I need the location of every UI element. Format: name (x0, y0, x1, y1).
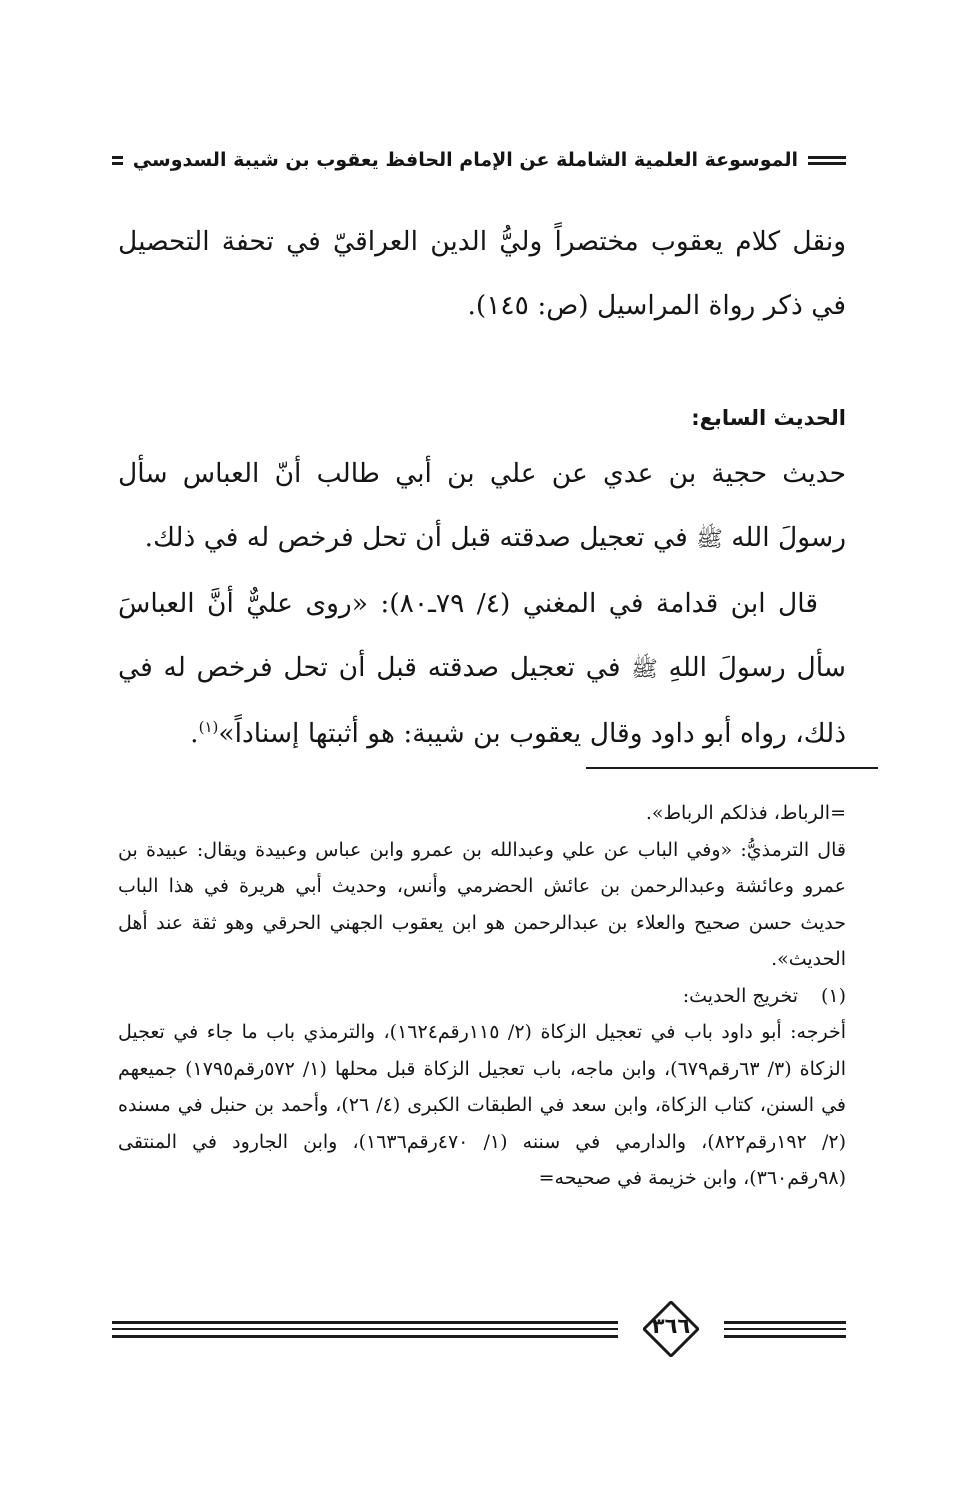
quote-paragraph (118, 572, 846, 766)
footnote-1-heading (118, 978, 846, 1015)
footer-rail-right (724, 1321, 846, 1338)
page-number: ٣٦٦ (651, 1314, 691, 1338)
header-title: الموسوعة العلمية الشاملة عن الإمام الحافظ يعقوب بن شيبة السدوسي (132, 149, 798, 171)
footnote-1-number: (١) (820, 984, 846, 1007)
footer-rail-left (112, 1321, 618, 1338)
intro-line-2: رواة المراسيل (ص: ١٤٥). (467, 290, 756, 321)
quote-line-3: يعقوب بن شيبة: هو أثبتها إسناداً» (218, 718, 582, 749)
footnote-reference[interactable]: (١) (198, 718, 219, 737)
page-footer-ornament (112, 1298, 846, 1362)
hadith-tail: في تعجيل صدقته قبل أن تحل فرخص له في ذلك. (144, 522, 688, 553)
footnote-separator (586, 767, 878, 769)
running-header (112, 142, 846, 178)
main-text (118, 210, 846, 766)
intro-line-1: ونقل كلام يعقوب مختصراً وليُّ الدين العراقيّ في تحفة التحصيل في ذكر (118, 226, 846, 321)
header-rule-long (112, 156, 123, 165)
footnote-1-label: تخريج الحديث: (682, 984, 798, 1007)
honorific-glyph: ﷺ (696, 527, 723, 552)
header-rule-short (808, 156, 846, 165)
quote-honorific-glyph: ﷺ (631, 657, 658, 682)
footnote-1-text: أخرجه: أبو داود باب في تعجيل الزكاة (٢/ ١١٥رقم١٦٢٤)، والترمذي باب ما جاء في تعجيل الزكاة (٣/ ٦٣رقم٦٧٩)، وابن ماجه، باب تعجيل الزكاة قبل محلها (١/ ٥٧٢رقم١٧٩٥) جميعهم في السنن، كتاب الزكاة، وابن سعد في الطبقات الكبرى (٤/ ٢٦)، وأحمد بن حنبل في مسنده (٢/ ١٩٢رقم٨٢٢)، والدارمي في سننه (١/ ٤٧٠رقم١٦٣٦)، وابن الجارود في المنتقى (٩٨رقم٣٦٠)، وابن خزيمة في صحيحه= (118, 1021, 846, 1189)
section-title: الحديث السابع: (691, 406, 846, 430)
quote-line-1: قال ابن قدامة في المغني (٤/ ٧٩ـ٨٠): «روى عليٌّ أنَّ العباسَ سأل رسولَ (118, 588, 846, 683)
footnote-tirmidhi: قال الترمذيُّ: «وفي الباب عن علي وعبدالله بن عمرو وابن عباس وعبيدة ويقال: عبيدة بن عمرو وعائشة وعبدالرحمن بن عائش الحضرمي وأنس، وحديث أبي هريرة في هذا الباب حديث حسن صحيح والعلاء بن عبدالرحمن هو ابن يعقوب الجهني الحرقي وهو ثقة عند أهل الحديث». (118, 838, 846, 970)
hadith-text: حديث حجية بن عدي عن علي بن أبي طالب أنّ العباس سأل رسولَ الله (118, 458, 846, 553)
quote-end: . (190, 718, 199, 749)
footnotes (118, 795, 846, 1197)
footnote-continuation: =الرباط، فذلكم الرباط». (645, 802, 846, 824)
quote-word-allah: اللهِ (668, 652, 708, 683)
intro-paragraph (118, 210, 846, 338)
hadith-paragraph (118, 442, 846, 572)
quote-line-2: في تعجيل صدقته قبل أن تحل فرخص له في ذلك، رواه أبو داود وقال (118, 652, 846, 749)
